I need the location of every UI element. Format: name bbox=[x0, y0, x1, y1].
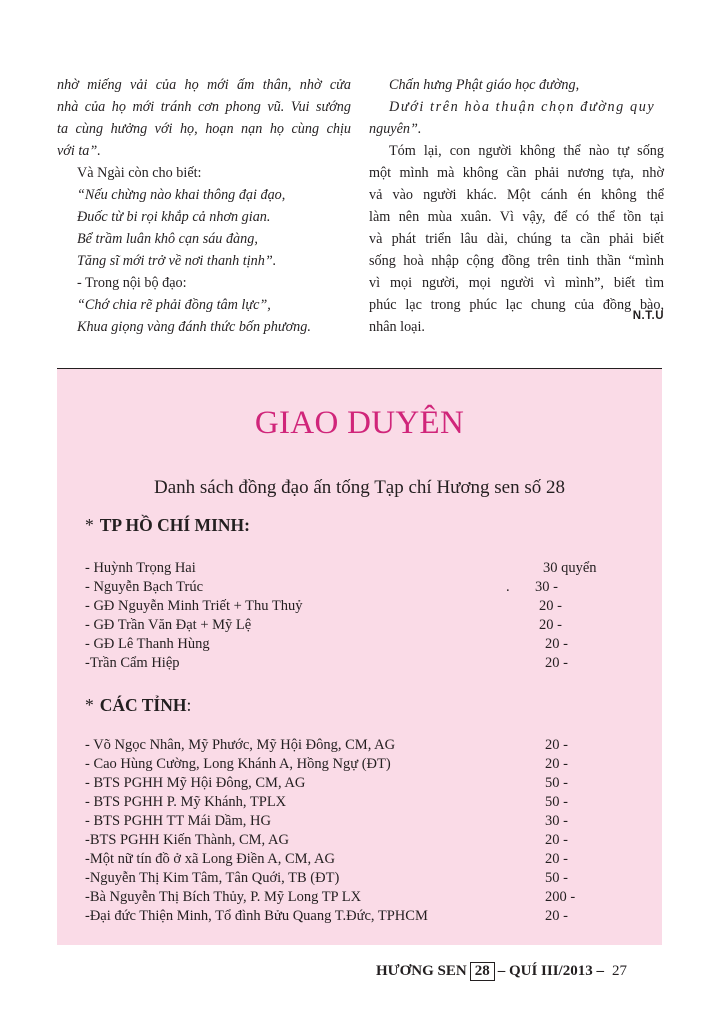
donor-name: - BTS PGHH Mỹ Hội Đông, CM, AG bbox=[85, 775, 306, 791]
donor-name: -Một nữ tín đồ ở xã Long Điền A, CM, AG bbox=[85, 851, 335, 867]
text-line: nhân loại. bbox=[369, 319, 425, 335]
text-line: Và Ngài còn cho biết: bbox=[77, 165, 202, 181]
quarter-label: – QUÍ III/2013 – bbox=[497, 963, 604, 979]
text-line: và phát triển lâu dài, chúng ta cần phải biết bbox=[369, 231, 664, 247]
author-signature: N.T.U bbox=[632, 310, 664, 322]
donor-qty: 20 - bbox=[545, 832, 568, 848]
donor-qty: 50 - bbox=[545, 775, 568, 791]
text-line: một mình mà không cần phải nương tựa, nhờ bbox=[369, 165, 664, 181]
page-footer bbox=[376, 962, 627, 981]
donor-name: - Huỳnh Trọng Hai bbox=[85, 560, 196, 576]
donor-qty: 20 - bbox=[545, 908, 568, 924]
text-line: vả vào người khác. Một cánh én không thể bbox=[369, 187, 664, 203]
donor-name: -Nguyễn Thị Kim Tâm, Tân Quới, TB (ĐT) bbox=[85, 870, 340, 886]
donor-qty: 50 - bbox=[545, 794, 568, 810]
donor-name: - Nguyễn Bạch Trúc bbox=[85, 579, 204, 595]
donor-name: - GĐ Lê Thanh Hùng bbox=[85, 636, 210, 652]
donor-name: -Trần Cẩm Hiệp bbox=[85, 655, 180, 671]
section-subtitle: Danh sách đồng đạo ấn tống Tạp chí Hương sen số 28 bbox=[153, 477, 565, 498]
dot-mark: . bbox=[506, 579, 510, 595]
giao-duyen-box bbox=[57, 368, 662, 945]
text-line: nhờ miếng vải của họ mới ấm thân, nhờ cửa bbox=[57, 77, 351, 93]
text-line: phúc lạc trong phúc lạc chung của đồng bào, bbox=[369, 297, 664, 313]
verse-line: Chấn hưng Phật giáo học đường, bbox=[389, 77, 580, 93]
heading-colon: : bbox=[186, 695, 192, 715]
donor-name: -BTS PGHH Kiến Thành, CM, AG bbox=[85, 832, 289, 848]
section-title: GIAO DUYÊN bbox=[254, 405, 465, 441]
donor-name: - Cao Hùng Cường, Long Khánh A, Hồng Ngự (ĐT) bbox=[85, 756, 391, 772]
heading-text: TP HỒ CHÍ MINH: bbox=[99, 515, 250, 535]
heading-provinces bbox=[85, 695, 191, 716]
donor-qty: 30 - bbox=[535, 579, 558, 595]
donor-name: -Bà Nguyễn Thị Bích Thủy, P. Mỹ Long TP LX bbox=[85, 889, 362, 905]
verse-line: Bể trầm luân khô cạn sáu đàng, bbox=[77, 231, 258, 247]
text-line: vì mọi người, mọi người vì mình”, biết tìm bbox=[369, 275, 664, 291]
donor-name: - Võ Ngọc Nhân, Mỹ Phước, Mỹ Hội Đông, CM, AG bbox=[85, 737, 396, 753]
text-line: - Trong nội bộ đạo: bbox=[77, 275, 187, 291]
donor-qty: 20 - bbox=[545, 851, 568, 867]
bullet-star: * bbox=[85, 695, 94, 715]
donor-name: - BTS PGHH P. Mỹ Khánh, TPLX bbox=[85, 794, 287, 810]
donor-qty: 20 - bbox=[539, 598, 562, 614]
verse-line: Dưới trên hòa thuận chọn đường quy bbox=[389, 99, 656, 115]
donor-qty: 200 - bbox=[545, 889, 576, 905]
donor-qty: 30 quyển bbox=[543, 560, 597, 576]
donor-name: -Đại đức Thiện Minh, Tổ đình Bửu Quang T.Đức, TPHCM bbox=[85, 908, 428, 924]
text-line: với ta”. bbox=[57, 143, 101, 159]
page-number: 27 bbox=[611, 963, 627, 979]
text-line: nhà của họ mới tránh cơn phong vũ. Vui sướng bbox=[57, 99, 351, 115]
text-line: ta cùng hưởng với họ, hoạn nạn họ cùng chịu bbox=[57, 121, 351, 137]
text-line: Tóm lại, con người không thể nào tự sống bbox=[389, 143, 664, 159]
verse-line: Tăng sĩ mới trở về nơi thanh tịnh”. bbox=[77, 253, 277, 269]
right-column bbox=[369, 74, 664, 338]
verse-line: “Chớ chia rẽ phải đồng tâm lực”, bbox=[77, 297, 271, 313]
heading-hcm bbox=[85, 515, 250, 536]
donor-qty: 50 - bbox=[545, 870, 568, 886]
donor-qty: 20 - bbox=[545, 636, 568, 652]
donor-name: - GĐ Nguyễn Minh Triết + Thu Thuỷ bbox=[85, 598, 303, 614]
donor-qty: 30 - bbox=[545, 813, 568, 829]
verse-line: nguyên”. bbox=[369, 121, 422, 137]
donor-name: - BTS PGHH TT Mái Dầm, HG bbox=[85, 813, 271, 829]
donor-qty: 20 - bbox=[539, 617, 562, 633]
donor-qty: 20 - bbox=[545, 655, 568, 671]
magazine-name: HƯƠNG SEN bbox=[376, 963, 467, 979]
text-line: làm nên mùa xuân. Vì vậy, để có thể tồn tại bbox=[369, 209, 664, 225]
text-line: sống hoà nhập cộng đồng trên tinh thần “mình bbox=[369, 253, 664, 269]
verse-line: “Nếu chừng nào khai thông đại đạo, bbox=[77, 187, 286, 203]
bullet-star: * bbox=[85, 515, 94, 535]
issue-number: 28 bbox=[470, 962, 495, 981]
left-column bbox=[57, 74, 351, 338]
donor-qty: 20 - bbox=[545, 737, 568, 753]
donor-name: - GĐ Trần Văn Đạt + Mỹ Lệ bbox=[85, 617, 252, 633]
verse-line: Khua giọng vàng đánh thức bốn phương. bbox=[77, 319, 311, 335]
heading-text: CÁC TỈNH bbox=[99, 695, 187, 715]
donor-qty: 20 - bbox=[545, 756, 568, 772]
verse-line: Đuốc từ bi rọi khắp cả nhơn gian. bbox=[77, 209, 271, 225]
